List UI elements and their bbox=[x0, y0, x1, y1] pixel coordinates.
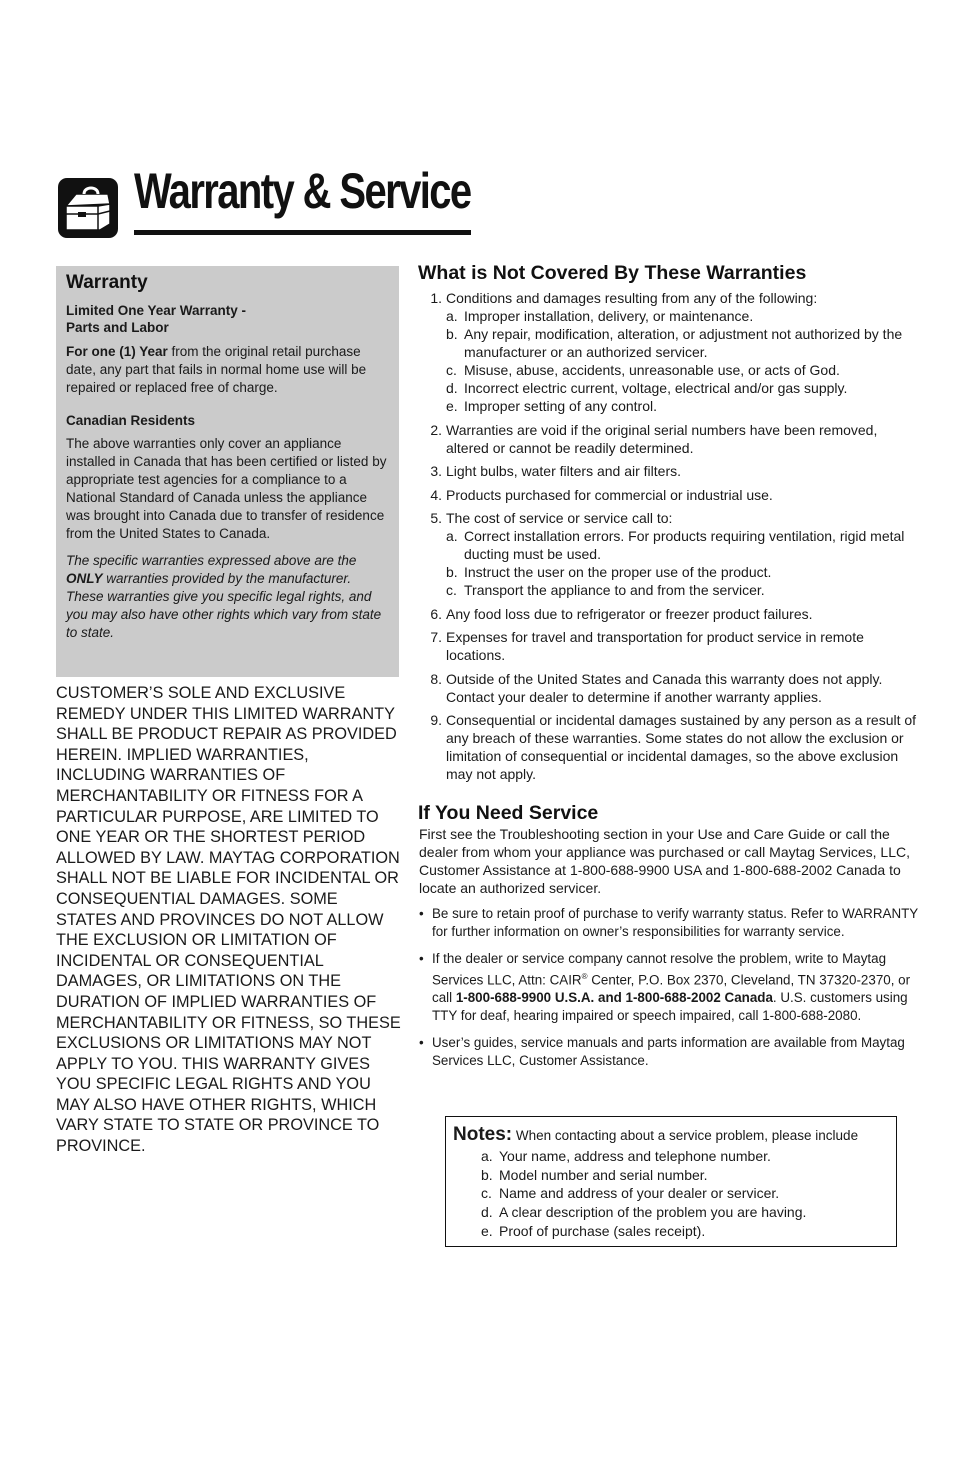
list-item bbox=[424, 605, 924, 623]
bullet-text-post: . U.S. customers using TTY for deaf, hearing impaired or speech impaired, call 1-800-688-2080. bbox=[432, 990, 908, 1024]
item-text: Expenses for travel and transportation for product service in remote locations. bbox=[446, 629, 864, 663]
notes-box bbox=[445, 1116, 897, 1247]
item-text: Conditions and damages resulting from any of the following: bbox=[446, 290, 818, 306]
list-item bbox=[424, 462, 924, 480]
sub-item-text: Transport the appliance to and from the servicer. bbox=[464, 582, 765, 598]
list-item bbox=[419, 950, 919, 1025]
list-item bbox=[481, 1166, 896, 1185]
sub-item-letter: e. bbox=[446, 398, 458, 414]
service-bullets bbox=[419, 905, 919, 1079]
subheading-line2: Parts and Labor bbox=[66, 320, 169, 335]
note-letter: b. bbox=[481, 1166, 493, 1183]
item-text: Light bulbs, water filters and air filters. bbox=[446, 463, 681, 479]
item-number: 5. bbox=[430, 510, 442, 526]
item-text: The cost of service or service call to: bbox=[446, 510, 673, 526]
italic-pre: The specific warranties expressed above are the bbox=[66, 553, 357, 568]
sub-item-letter: b. bbox=[446, 564, 458, 580]
notes-list bbox=[481, 1147, 896, 1241]
italic-post: warranties provided by the manufacturer. These warranties give you specific legal rights, and you may also have other rights which vary from state to state. bbox=[66, 571, 382, 640]
bullet-icon: • bbox=[419, 1035, 424, 1051]
sub-item-text: Misuse, abuse, accidents, unreasonable use, or acts of God. bbox=[464, 362, 840, 378]
bullet-text: User’s guides, service manuals and parts information are available from Maytag Services LLC, Customer Assistance. bbox=[432, 1035, 905, 1069]
note-letter: d. bbox=[481, 1204, 493, 1221]
sub-item bbox=[446, 581, 924, 599]
item-number: 3. bbox=[430, 463, 442, 479]
title-underline bbox=[134, 230, 471, 235]
item-text: Products purchased for commercial or industrial use. bbox=[446, 486, 773, 503]
sub-item bbox=[446, 379, 924, 397]
canadian-heading: Canadian Residents bbox=[66, 413, 196, 428]
list-item bbox=[424, 628, 924, 664]
sub-item-text: Improper installation, delivery, or maintenance. bbox=[464, 308, 754, 324]
warranty-italic-note bbox=[66, 552, 389, 642]
note-text: Your name, address and telephone number. bbox=[499, 1148, 771, 1164]
page-title: Warranty & Service bbox=[134, 163, 471, 219]
list-item bbox=[424, 509, 924, 599]
item-number: 4. bbox=[430, 486, 442, 503]
item-text: Outside of the United States and Canada this warranty does not apply. Contact your dealer to determine if another warranty applies. bbox=[446, 670, 883, 705]
list-item bbox=[419, 905, 919, 941]
sub-item bbox=[446, 307, 924, 325]
list-item bbox=[424, 711, 924, 783]
note-text: Name and address of your dealer or servicer. bbox=[499, 1185, 780, 1202]
note-letter: e. bbox=[481, 1222, 493, 1239]
sub-item-letter: d. bbox=[446, 380, 458, 396]
list-item bbox=[481, 1203, 896, 1222]
item-number: 2. bbox=[430, 421, 442, 438]
sub-item-letter: a. bbox=[446, 308, 458, 324]
bullet-text: Be sure to retain proof of purchase to verify warranty status. Refer to WARRANTY for further information on owner’s responsibilities for warranty service. bbox=[432, 906, 918, 939]
item-text: Warranties are void if the original serial numbers have been removed, altered or cannot be readily determined. bbox=[446, 421, 878, 456]
item-number: 9. bbox=[430, 712, 442, 728]
list-item bbox=[419, 1034, 919, 1070]
sub-item bbox=[446, 527, 924, 563]
sub-item-text: Any repair, modification, alteration, or adjustment not authorized by the manufacturer or an authorized servicer. bbox=[464, 326, 903, 360]
notes-intro: When contacting about a service problem, please include bbox=[512, 1128, 859, 1143]
list-item bbox=[424, 486, 924, 504]
note-text: A clear description of the problem you are having. bbox=[499, 1204, 807, 1221]
subheading-line1: Limited One Year Warranty - bbox=[66, 303, 247, 318]
warranty-term-text: from the original retail purchase date, any part that fails in normal home use will be repaired or replaced free of charge. bbox=[66, 344, 367, 395]
note-text: Model number and serial number. bbox=[499, 1166, 708, 1183]
item-number: 1. bbox=[430, 290, 442, 306]
warranty-term-bold: For one (1) Year bbox=[66, 344, 168, 359]
sub-item-letter: c. bbox=[446, 582, 457, 598]
warranty-heading: Warranty bbox=[66, 272, 148, 293]
bullet-text-pre: If the dealer or service company cannot resolve the problem, write to Maytag Services LLC, Attn: CAIR bbox=[432, 951, 887, 988]
sub-item-text: Improper setting of any control. bbox=[464, 398, 657, 414]
bullet-text-mid: Center, P.O. Box 2370, Cleveland, TN 37320-2370, or call bbox=[432, 972, 911, 1006]
item-number: 7. bbox=[430, 629, 442, 645]
sub-item-letter: c. bbox=[446, 362, 457, 378]
italic-bold: ONLY bbox=[66, 571, 103, 586]
item-text: Consequential or incidental damages sustained by any person as a result of any breach of these warranties. Some states do not allow the exclusion or limitation of consequential or incidental damages, so the above exclusion may not apply. bbox=[446, 712, 917, 782]
warranty-box bbox=[56, 266, 399, 677]
service-intro: First see the Troubleshooting section in your Use and Care Guide or call the dealer from whom your appliance was purchased or call Maytag Services, LLC, Customer Assistance at 1-800-688-9900 USA and 1-800-688-2002 Canada to locate an authorized servicer. bbox=[419, 826, 911, 896]
list-item bbox=[481, 1222, 896, 1241]
canadian-text: The above warranties only cover an appliance installed in Canada that has been certified or listed by appropriate test agencies for a compliance to a National Standard of Canada unless the appliance was brought into Canada due to transfer of residence from the United States to Canada. bbox=[66, 436, 387, 541]
sub-item-text: Correct installation errors. For products requiring ventilation, rigid metal ducting must be used. bbox=[464, 528, 905, 562]
note-text: Proof of purchase (sales receipt). bbox=[499, 1222, 706, 1239]
bullet-icon: • bbox=[419, 951, 424, 966]
item-text: Any food loss due to refrigerator or freezer product failures. bbox=[446, 605, 813, 622]
sub-item bbox=[446, 361, 924, 379]
notes-label: Notes: bbox=[453, 1124, 513, 1145]
phone-numbers: 1-800-688-9900 U.S.A. and 1-800-688-2002 Canada bbox=[455, 990, 773, 1006]
sub-item bbox=[446, 397, 924, 415]
list-item bbox=[424, 289, 924, 415]
toolbox-icon bbox=[58, 178, 118, 238]
sub-item-letter: b. bbox=[446, 326, 458, 342]
sub-item-letter: a. bbox=[446, 528, 458, 544]
note-letter: c. bbox=[481, 1185, 492, 1202]
notes-header bbox=[453, 1124, 896, 1146]
warranty-subheading bbox=[66, 302, 389, 336]
item-number: 6. bbox=[430, 605, 442, 622]
list-item bbox=[481, 1147, 896, 1166]
item-number: 8. bbox=[430, 670, 442, 687]
warranty-term bbox=[66, 343, 389, 397]
note-letter: a. bbox=[481, 1148, 493, 1164]
registered-mark: ® bbox=[581, 972, 588, 981]
sub-item-text: Incorrect electric current, voltage, electrical and/or gas supply. bbox=[464, 380, 848, 396]
sub-item-text: Instruct the user on the proper use of the product. bbox=[464, 564, 772, 580]
not-covered-heading: What is Not Covered By These Warranties bbox=[418, 262, 807, 284]
list-item bbox=[424, 670, 924, 706]
disclaimer-text: CUSTOMER’S SOLE AND EXCLUSIVE REMEDY UNDER THIS LIMITED WARRANTY SHALL BE PRODUCT REPAIR AS PROVIDED HEREIN. IMPLIED WARRANTIES, INCLUDING WARRANTIES OF MERCHANTABILITY OR FITNESS FOR A PARTICULAR PURPOSE, ARE LIMITED TO ONE YEAR OR THE SHORTEST PERIOD ALLOWED BY LAW. MAYTAG CORPORATION SHALL NOT BE LIABLE FOR INCIDENTAL OR CONSEQUENTIAL DAMAGES. SOME STATES AND PROVINCES DO NOT ALLOW THE EXCLUSION OR LIMITATION OF INCIDENTAL OR CONSEQUENTIAL DAMAGES, OR LIMITATIONS ON THE DURATION OF IMPLIED WARRANTIES OF MERCHANTABILITY OR FITNESS, SO THESE EXCLUSIONS OR LIMITATIONS MAY NOT APPLY TO YOU. THIS WARRANTY GIVES YOU SPECIFIC LEGAL RIGHTS AND YOU MAY ALSO HAVE OTHER RIGHTS, WHICH VARY STATE TO STATE OR PROVINCE TO PROVINCE. bbox=[56, 684, 401, 1156]
service-heading: If You Need Service bbox=[418, 802, 599, 824]
sub-item bbox=[446, 325, 924, 361]
sub-item bbox=[446, 563, 924, 581]
bullet-icon: • bbox=[419, 906, 424, 921]
list-item bbox=[424, 421, 924, 457]
list-item bbox=[481, 1184, 896, 1203]
not-covered-list bbox=[424, 289, 924, 789]
